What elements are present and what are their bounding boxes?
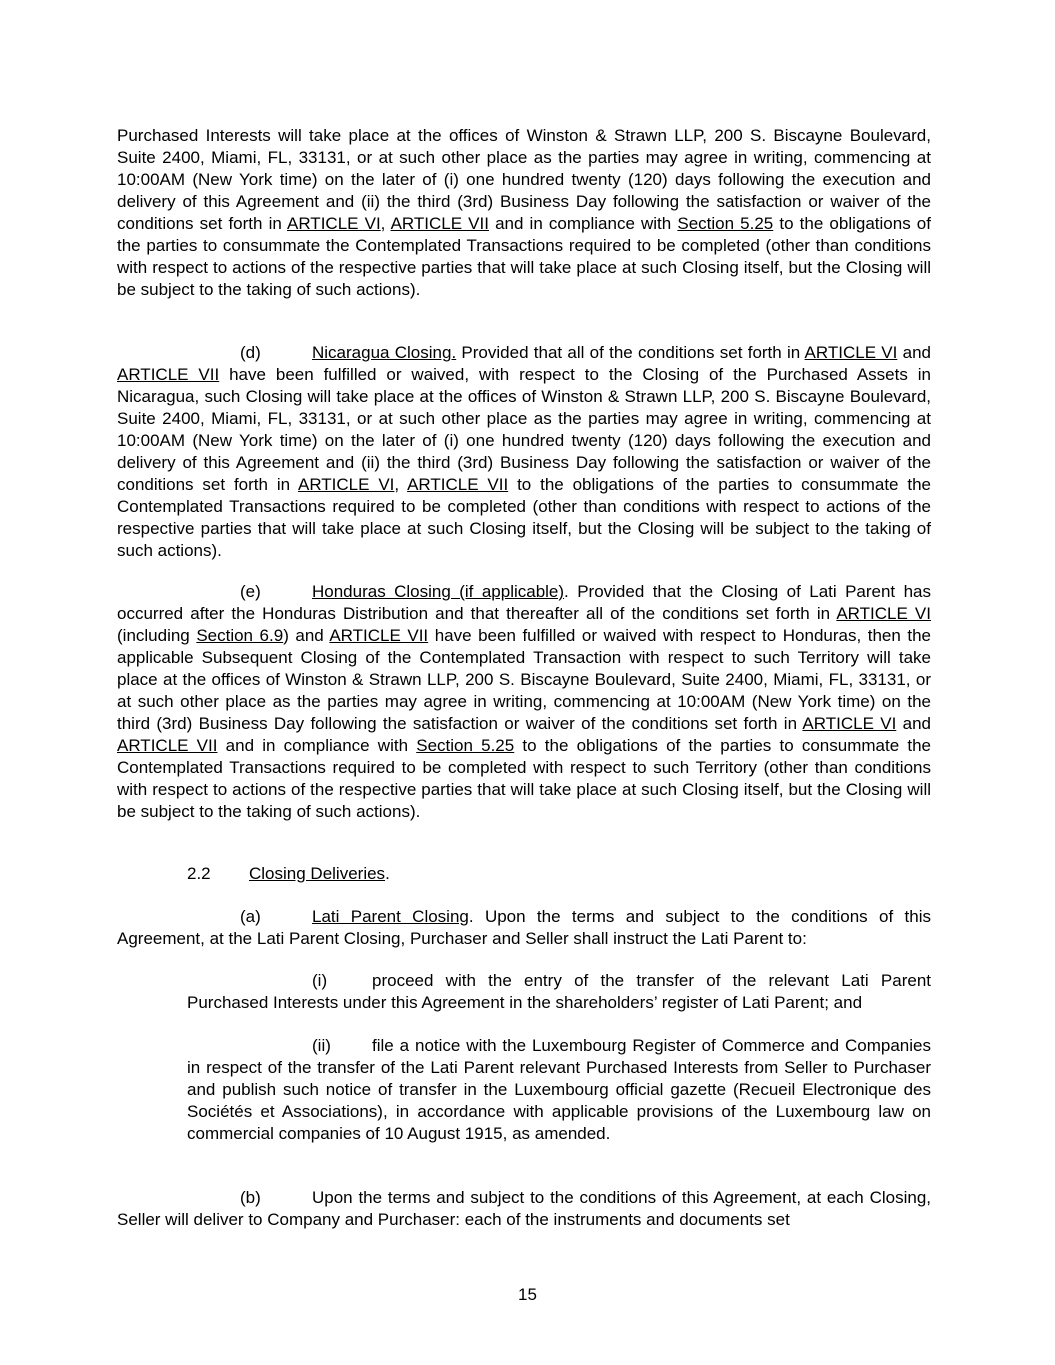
cross-reference-link: Section 5.25 [416,736,515,755]
cross-reference-link: Section 5.25 [677,214,774,233]
paragraph-nicaragua-closing [117,342,931,562]
text: proceed with the entry of the transfer of the relevant Lati Parent Purchased Interests under this Agreement in the shareholders’ register of Lati Parent; and [187,971,931,1012]
text: have been fulfilled or waived with respect to Honduras, then the applicable Subsequent Closing of the Contemplated Transaction with respect to such Territory will take place at the offices of Winston & Strawn LLP, 200 S. Biscayne Boulevard, Suite 2400, Miami, FL, 33131, or at such other place as the parties may agree in writing, commencing at 10:00AM (New York time) on the third (3rd) Business Day following the satisfaction or waiver of the conditions set forth in [117,626,931,733]
text: Upon the terms and subject to the conditions of this Agreement, at each Closing, Seller will deliver to Company and Purchaser: each of the instruments and documents set [117,1188,931,1229]
subparagraph-i [187,970,931,1014]
clause-number: (a) [240,907,261,926]
cross-reference-link: Section 6.9 [196,626,284,645]
text: and [896,714,931,733]
cross-reference-link: ARTICLE VII [390,214,489,233]
text: . Upon the terms and subject to the conditions of this Agreement, at the Lati Parent Closing, Purchaser and Seller shall instruct the Lati Parent to: [117,907,931,948]
section-title: Closing Deliveries [249,864,386,883]
cross-reference-link: ARTICLE VI [287,214,381,233]
text: and in compliance with [488,214,678,233]
section-number: 2.2 [187,864,211,883]
text: . [385,864,390,883]
text: to the obligations of the parties to consummate the Contemplated Transactions required to be completed with respect to such Territory (other than conditions with respect to actions of the respective parties that will take place at such Closing itself, but the Closing will be subject to the taking of such actions). [117,736,931,821]
text: . Provided that the Closing of Lati Parent has occurred after the Honduras Distribution and that thereafter all of the conditions set forth in [117,582,931,623]
clause-heading: Honduras Closing (if applicable) [312,582,565,601]
clause-number: (ii) [312,1036,331,1055]
text: Provided that all of the conditions set forth in [456,343,805,362]
text: , [380,214,391,233]
cross-reference-link: ARTICLE VII [329,626,429,645]
clause-number: (d) [240,343,261,362]
cross-reference-link: ARTICLE VI [836,604,931,623]
text: to the obligations of the parties to consummate the Contemplated Transactions required to be completed (other than conditions with respect to actions of the respective parties that will take place at such Closing itself, but the Closing will be subject to the taking of such actions). [117,214,931,299]
clause-number: (i) [312,971,328,990]
paragraph-honduras-closing [117,581,931,823]
cross-reference-link: ARTICLE VI [804,343,898,362]
page-number: 15 [518,1285,537,1304]
cross-reference-link: ARTICLE VI [802,714,897,733]
paragraph-lati-parent-closing [117,906,931,950]
paragraph-closing-continuation [117,125,931,301]
clause-heading: Lati Parent Closing [312,907,469,926]
text: and in compliance with [217,736,417,755]
text: to the obligations of the parties to consummate the Contemplated Transactions required to be completed (other than conditions with respect to actions of the respective parties that will take place at such Closing itself, but the Closing will be subject to the taking of such actions). [117,475,931,560]
section-heading-closing-deliveries [117,863,931,885]
text: (including [117,626,197,645]
cross-reference-link: ARTICLE VII [117,736,218,755]
clause-heading: Nicaragua Closing. [312,343,457,362]
cross-reference-link: ARTICLE VII [407,475,509,494]
text: Purchased Interests will take place at the offices of Winston & Strawn LLP, 200 S. Biscayne Boulevard, Suite 2400, Miami, FL, 33131, or at such other place as the parties may agree in writing, commencing at 10:00AM (New York time) on the later of (i) one hundred twenty (120) days following the execution and delivery of this Agreement and (ii) the third (3rd) Business Day following the satisfaction or waiver of the conditions set forth in [117,126,931,233]
cross-reference-link: ARTICLE VII [117,365,220,384]
text: ) and [283,626,330,645]
text: file a notice with the Luxembourg Register of Commerce and Companies in respect of the transfer of the Lati Parent relevant Purchased Interests from Seller to Purchaser and publish such notice of transfer in the Luxembourg official gazette (Recueil Electronique des Sociétés et Associations), in accordance with applicable provisions of the Luxembourg law on commercial companies of 10 August 1915, as amended. [187,1036,931,1143]
paragraph-b [117,1187,931,1231]
text: and [897,343,931,362]
text: , [394,475,408,494]
clause-number: (e) [240,582,261,601]
text: have been fulfilled or waived, with respect to the Closing of the Purchased Assets in Nicaragua, such Closing will take place at the offices of Winston & Strawn LLP, 200 S. Biscayne Boulevard, Suite 2400, Miami, FL, 33131, or at such other place as the parties may agree in writing, commencing at 10:00AM (New York time) on the later of (i) one hundred twenty (120) days following the execution and delivery of this Agreement and (ii) the third (3rd) Business Day following the satisfaction or waiver of the conditions set forth in [117,365,931,494]
clause-number: (b) [240,1188,261,1207]
cross-reference-link: ARTICLE VI [297,475,395,494]
subparagraph-ii [187,1035,931,1145]
